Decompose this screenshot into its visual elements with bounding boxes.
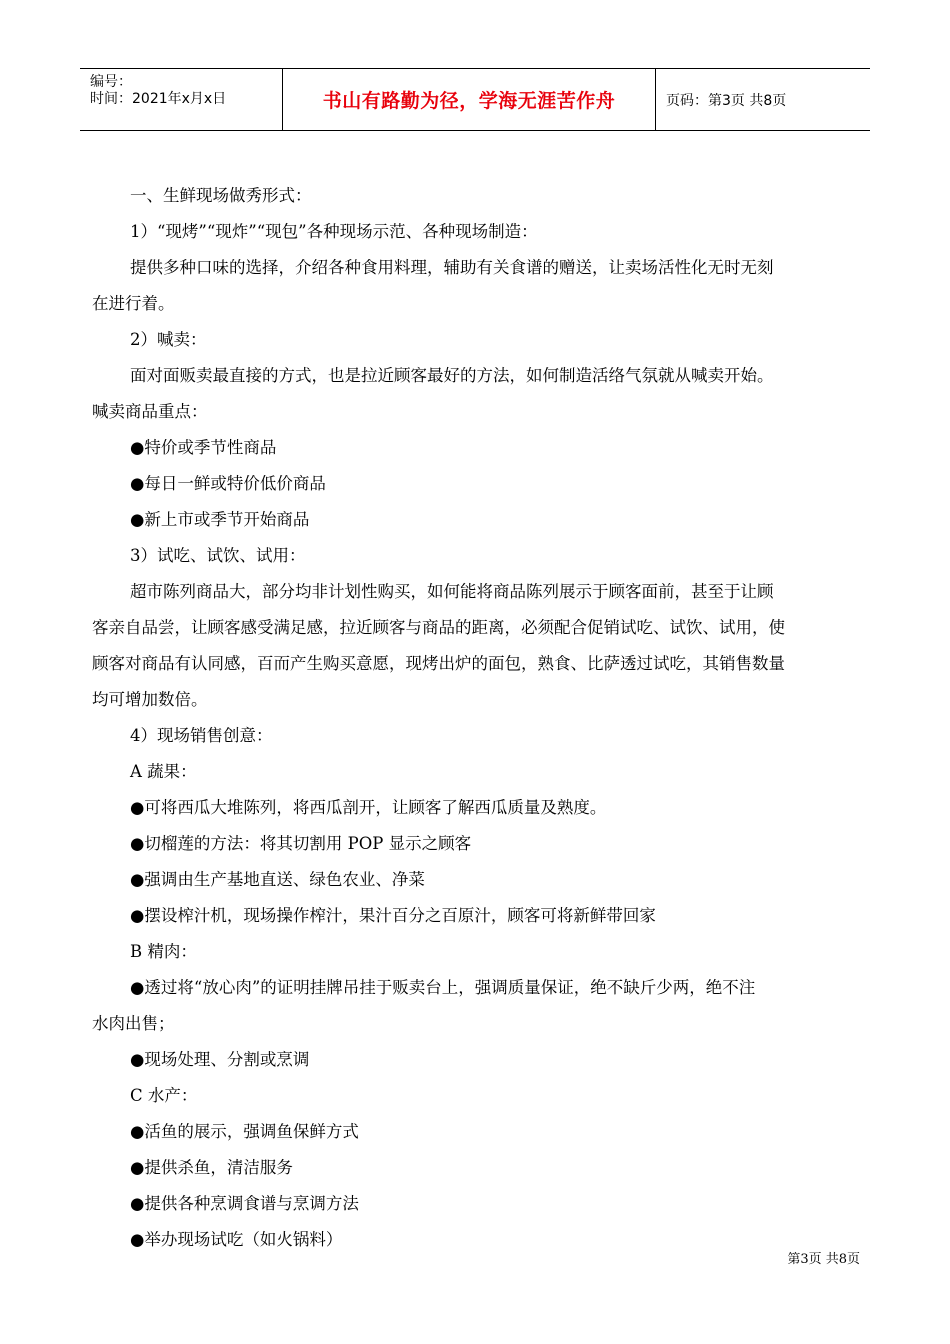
body-line: 客亲自品尝，让顾客感受满足感，拉近顾客与商品的距离，必须配合促销试吃、试饮、试用，使 — [92, 618, 785, 637]
body-line: ●可将西瓜大堆陈列，将西瓜剖开，让顾客了解西瓜质量及熟度。 — [130, 798, 607, 817]
body-line: 水肉出售； — [92, 1014, 175, 1033]
body-line: ●活鱼的展示，强调鱼保鲜方式 — [130, 1122, 359, 1141]
body-line: 超市陈列商品大，部分均非计划性购买，如何能将商品陈列展示于顾客面前，甚至于让顾 — [130, 582, 774, 601]
body-line: B 精肉： — [130, 942, 197, 961]
body-line: ●特价或季节性商品 — [130, 438, 277, 457]
body-line: C 水产： — [130, 1086, 198, 1105]
footer-page-info: 第3页 共8页 — [787, 1252, 860, 1267]
body-line: ●切榴莲的方法：将其切割用 POP 显示之顾客 — [130, 834, 472, 853]
header-meta-cell — [80, 69, 282, 130]
header-page-info: 页码：第3页 共8页 — [666, 92, 787, 109]
body-line: 面对面贩卖最直接的方式，也是拉近顾客最好的方法，如何制造活络气氛就从喊卖开始。 — [130, 366, 774, 385]
body-line: 3）试吃、试饮、试用： — [130, 546, 306, 565]
body-line: ●举办现场试吃（如火锅料） — [130, 1230, 343, 1249]
body-line: ●提供杀鱼，清洁服务 — [130, 1158, 293, 1177]
body-line: ●透过将“放心肉”的证明挂牌吊挂于贩卖台上，强调质量保证，绝不缺斤少两，绝不注 — [130, 978, 756, 997]
document-date-label: 时间：2021年x月x日 — [90, 91, 227, 107]
body-line: 提供多种口味的选择，介绍各种食用料理，辅助有关食谱的赠送，让卖场活性化无时无刻 — [130, 258, 774, 277]
body-line: 顾客对商品有认同感，百而产生购买意愿，现烤出炉的面包，熟食、比萨透过试吃，其销售数量 — [92, 654, 785, 673]
header-motto-cell — [282, 69, 656, 130]
document-number-label: 编号： — [90, 74, 132, 90]
body-line: A 蔬果： — [130, 762, 197, 781]
body-line: 喊卖商品重点： — [92, 402, 208, 421]
body-line: ●每日一鲜或特价低价商品 — [130, 474, 326, 493]
body-line: 2）喊卖： — [130, 330, 207, 349]
header-page-cell — [656, 69, 870, 130]
body-line: ●新上市或季节开始商品 — [130, 510, 310, 529]
body-line: 在进行着。 — [92, 294, 175, 313]
header-motto: 书山有路勤为径，学海无涯苦作舟 — [322, 90, 616, 112]
page-header — [80, 68, 870, 131]
body-line: ●摆设榨汁机，现场操作榨汁，果汁百分之百原汁，顾客可将新鲜带回家 — [130, 906, 656, 925]
body-line: 1）“现烤”“现炸”“现包”各种现场示范、各种现场制造： — [130, 222, 538, 241]
body-line: ●提供各种烹调食谱与烹调方法 — [130, 1194, 359, 1213]
body-line: 一、生鲜现场做秀形式： — [130, 186, 312, 205]
body-line: 均可增加数倍。 — [92, 690, 208, 709]
body-line: ●强调由生产基地直送、绿色农业、净菜 — [130, 870, 425, 889]
body-line: 4）现场销售创意： — [130, 726, 273, 745]
body-line: ●现场处理、分割或烹调 — [130, 1050, 310, 1069]
